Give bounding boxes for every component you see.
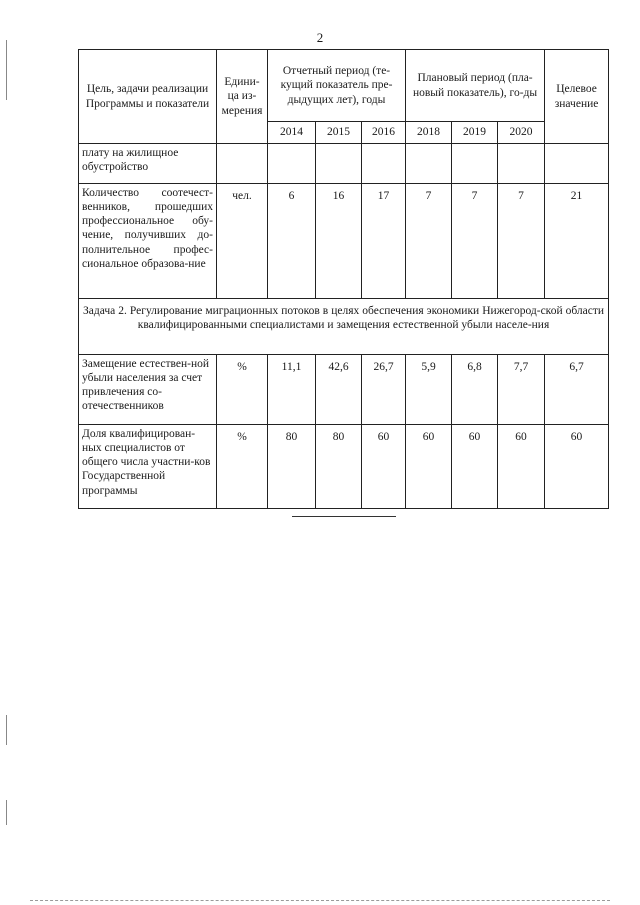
header-target-value: Целевое значение — [545, 50, 609, 144]
row-value: 60 — [406, 425, 452, 509]
task-2-heading: Задача 2. Регулирование миграционных потоков в целях обеспечения экономики Нижегород-ской области квалифицированными специалистами и замещения естественной убыли населе-ния — [79, 299, 609, 355]
header-year-2020: 2020 — [498, 122, 545, 144]
header-unit: Едини-ца из-мерения — [217, 50, 268, 144]
row-target — [545, 144, 609, 184]
row-value: 60 — [452, 425, 498, 509]
row-unit — [217, 144, 268, 184]
row-value: 7 — [406, 184, 452, 299]
row-unit: чел. — [217, 184, 268, 299]
row-unit: % — [217, 425, 268, 509]
row-unit: % — [217, 355, 268, 425]
table-row — [79, 184, 609, 299]
row-name: Доля квалифицирован-ных специалистов от общего числа участни-ков Государственной программы — [79, 425, 217, 509]
task-row — [79, 299, 609, 355]
row-value — [498, 144, 545, 184]
row-value: 80 — [268, 425, 316, 509]
header-year-2016: 2016 — [362, 122, 406, 144]
row-value: 7 — [498, 184, 545, 299]
header-year-2015: 2015 — [316, 122, 362, 144]
row-value — [452, 144, 498, 184]
header-goal: Цель, задачи реализации Программы и показатели — [79, 50, 217, 144]
row-value: 26,7 — [362, 355, 406, 425]
indicators-table — [78, 49, 609, 509]
margin-mark — [6, 800, 7, 825]
row-value — [362, 144, 406, 184]
row-value: 6 — [268, 184, 316, 299]
row-value: 16 — [316, 184, 362, 299]
row-name: плату на жилищное обустройство — [79, 144, 217, 184]
row-value — [268, 144, 316, 184]
scan-edge — [30, 900, 610, 901]
header-planned-period: Плановый период (пла-новый показатель), го-ды — [406, 50, 545, 122]
margin-mark — [6, 40, 7, 100]
row-value: 80 — [316, 425, 362, 509]
table-row — [79, 355, 609, 425]
row-value: 60 — [362, 425, 406, 509]
row-name: Количество соотечест-венников, прошедших профессиональное обу-чение, получивших до-полнительное профес-сиональное образова-ние — [79, 184, 217, 299]
row-target: 21 — [545, 184, 609, 299]
page-number: 2 — [316, 30, 324, 45]
end-rule — [292, 516, 396, 517]
row-target: 6,7 — [545, 355, 609, 425]
row-target: 60 — [545, 425, 609, 509]
table-row — [79, 425, 609, 509]
row-value: 42,6 — [316, 355, 362, 425]
row-value: 17 — [362, 184, 406, 299]
margin-mark — [6, 715, 7, 745]
row-value: 5,9 — [406, 355, 452, 425]
row-value: 60 — [498, 425, 545, 509]
row-name: Замещение естествен-ной убыли населения за счет привлечения со-отечественников — [79, 355, 217, 425]
row-value: 6,8 — [452, 355, 498, 425]
row-value — [406, 144, 452, 184]
row-value — [316, 144, 362, 184]
row-value: 7 — [452, 184, 498, 299]
table-row — [79, 144, 609, 184]
header-reporting-period: Отчетный период (те-кущий показатель пре-дыдущих лет), годы — [268, 50, 406, 122]
header-year-2019: 2019 — [452, 122, 498, 144]
header-year-2018: 2018 — [406, 122, 452, 144]
row-value: 7,7 — [498, 355, 545, 425]
header-year-2014: 2014 — [268, 122, 316, 144]
row-value: 11,1 — [268, 355, 316, 425]
